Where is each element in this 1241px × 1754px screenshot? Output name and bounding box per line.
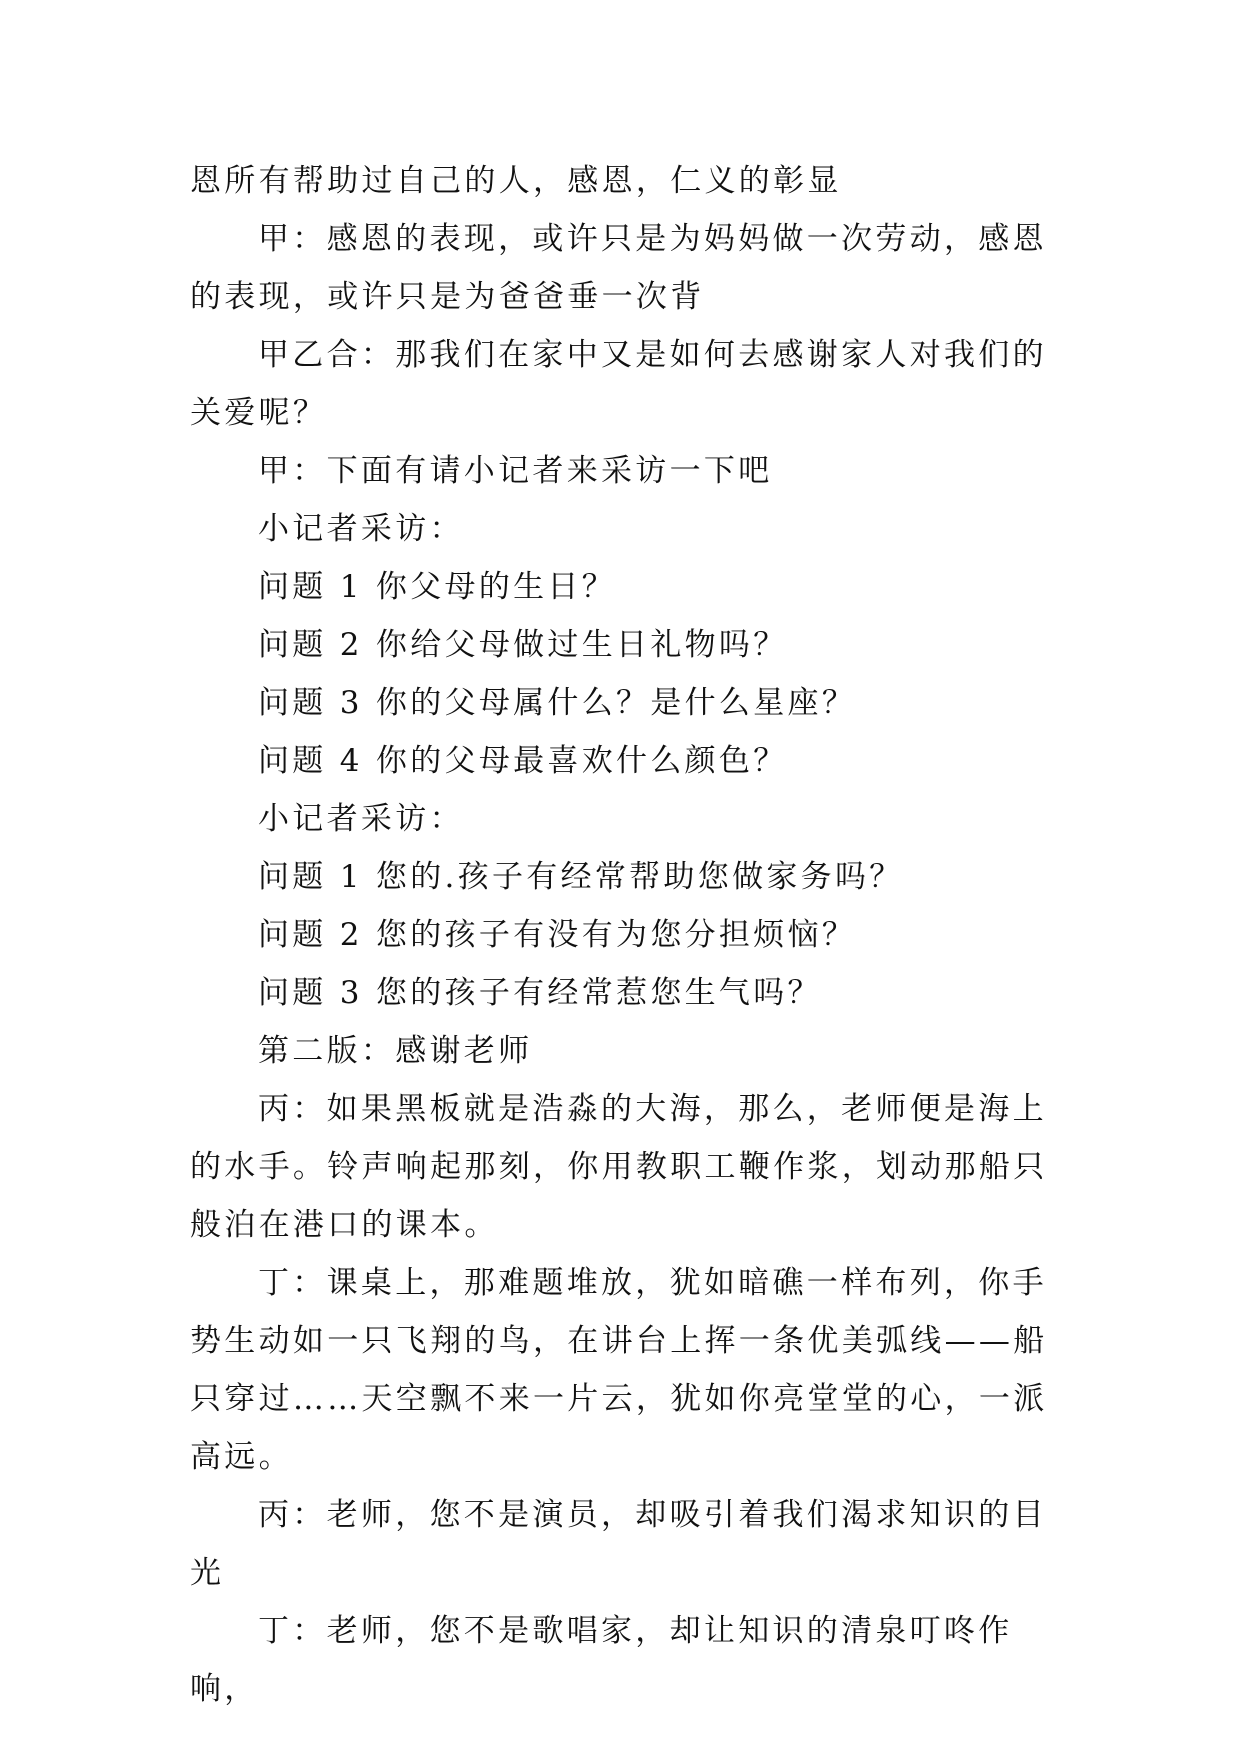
document-page <box>190 152 1052 1718</box>
paragraph-jia-yi-together: 甲乙合：那我们在家中又是如何去感谢家人对我们的关爱呢？ <box>190 337 1047 431</box>
section-heading-thank-teacher: 第二版：感谢老师 <box>258 1033 533 1069</box>
paragraph-jia-invite-reporter: 甲：下面有请小记者来采访一下吧 <box>258 453 773 489</box>
question-item: 问题 1 你父母的生日？ <box>258 569 617 605</box>
question-item: 问题 2 您的孩子有没有为您分担烦恼？ <box>258 917 857 953</box>
question-item: 问题 1 您的.孩子有经常帮助您做家务吗？ <box>258 859 904 895</box>
paragraph-continuation: 恩所有帮助过自己的人，感恩，仁义的彰显 <box>190 163 842 199</box>
question-item: 问题 3 您的孩子有经常惹您生气吗？ <box>258 975 822 1011</box>
paragraph-ding-desk: 丁：课桌上，那难题堆放，犹如暗礁一样布列，你手势生动如一只飞翔的鸟，在讲台上挥一条优美弧线——船只穿过……天空飘不来一片云，犹如你亮堂堂的心，一派高远。 <box>190 1265 1048 1475</box>
paragraph-bing-actor: 丙：老师，您不是演员，却吸引着我们渴求知识的目光 <box>190 1497 1047 1591</box>
question-item: 问题 4 你的父母最喜欢什么颜色？ <box>258 743 788 779</box>
paragraph-ding-singer: 丁：老师，您不是歌唱家，却让知识的清泉叮咚作响， <box>190 1613 1013 1707</box>
question-item: 问题 2 你给父母做过生日礼物吗？ <box>258 627 788 663</box>
paragraph-bing-blackboard: 丙：如果黑板就是浩淼的大海，那么，老师便是海上的水手。铃声响起那刻，你用教职工鞭作浆，划动那船只般泊在港口的课本。 <box>190 1091 1048 1243</box>
heading-reporter-interview-2: 小记者采访： <box>258 801 464 837</box>
paragraph-jia-gratitude: 甲：感恩的表现，或许只是为妈妈做一次劳动，感恩的表现，或许只是为爸爸垂一次背 <box>190 221 1047 315</box>
question-item: 问题 3 你的父母属什么？是什么星座？ <box>258 685 857 721</box>
heading-reporter-interview-1: 小记者采访： <box>258 511 464 547</box>
